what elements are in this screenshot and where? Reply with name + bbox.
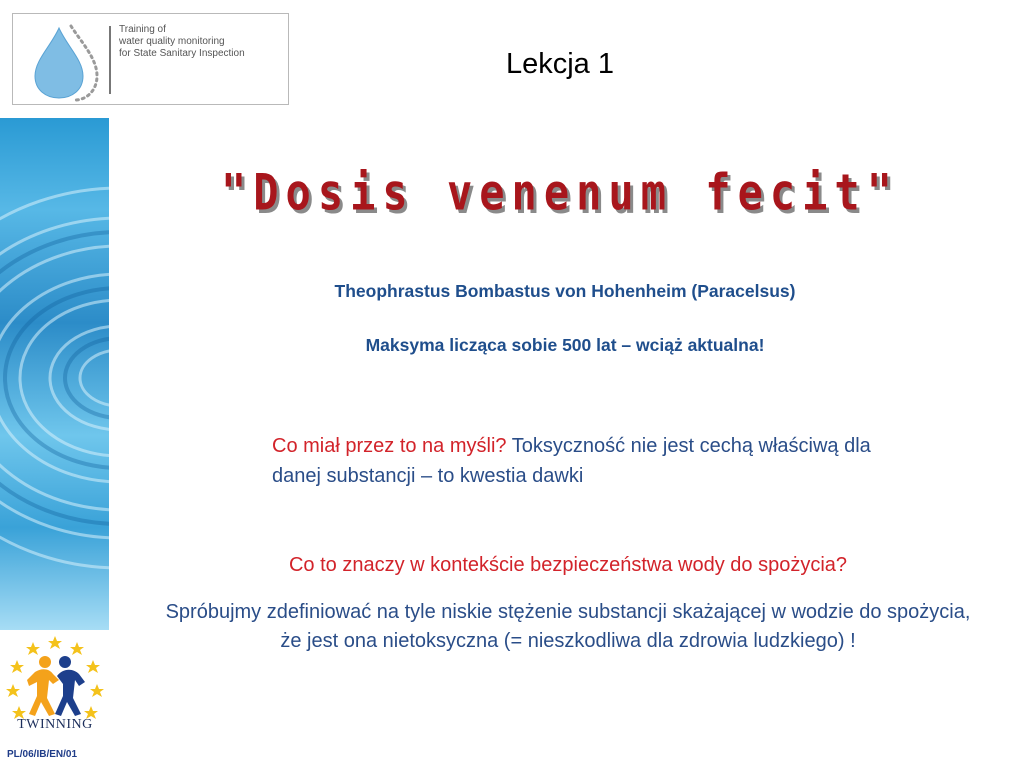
meaning-question: Co miał przez to na myśli? <box>272 435 507 457</box>
meaning-paragraph <box>272 431 912 491</box>
logo-divider <box>109 26 111 94</box>
water-ripple-image <box>0 118 109 630</box>
maxim-line: Maksyma licząca sobie 500 lat – wciąż aktualna! <box>365 335 765 355</box>
lesson-title: Lekcja 1 <box>505 48 614 80</box>
project-code: PL/06/IB/EN/01 <box>7 749 78 760</box>
water-ripple-decoration <box>0 118 109 630</box>
logo-text-line2: water quality monitoring <box>119 36 225 47</box>
water-safety-answer: Spróbujmy zdefiniować na tyle niskie stężenie substancji skażającej w wodzie do spożycia, że jest ona nietoksyczna (= nieszkodliwa dla zdrowia ludzkiego) ! <box>165 601 971 652</box>
author-line: Theophrastus Bombastus von Hohenheim (Paracelsus) <box>334 281 796 301</box>
meaning-answer: Toksyczność nie jest cechą właściwą dla danej substancji – to kwestia dawki <box>272 435 871 487</box>
twinning-label: TWINNING <box>17 717 93 732</box>
water-safety-question: Co to znaczy w kontekście bezpieczeństwa wody do spożycia? <box>288 554 848 576</box>
logo-text-line1: Training of <box>119 24 166 35</box>
water-drop-icon <box>21 20 111 102</box>
logo-text <box>119 24 245 60</box>
training-logo <box>12 13 289 105</box>
headline-quote: "Dosis venenum fecit" <box>220 163 899 222</box>
logo-text-line3: for State Sanitary Inspection <box>119 48 245 59</box>
